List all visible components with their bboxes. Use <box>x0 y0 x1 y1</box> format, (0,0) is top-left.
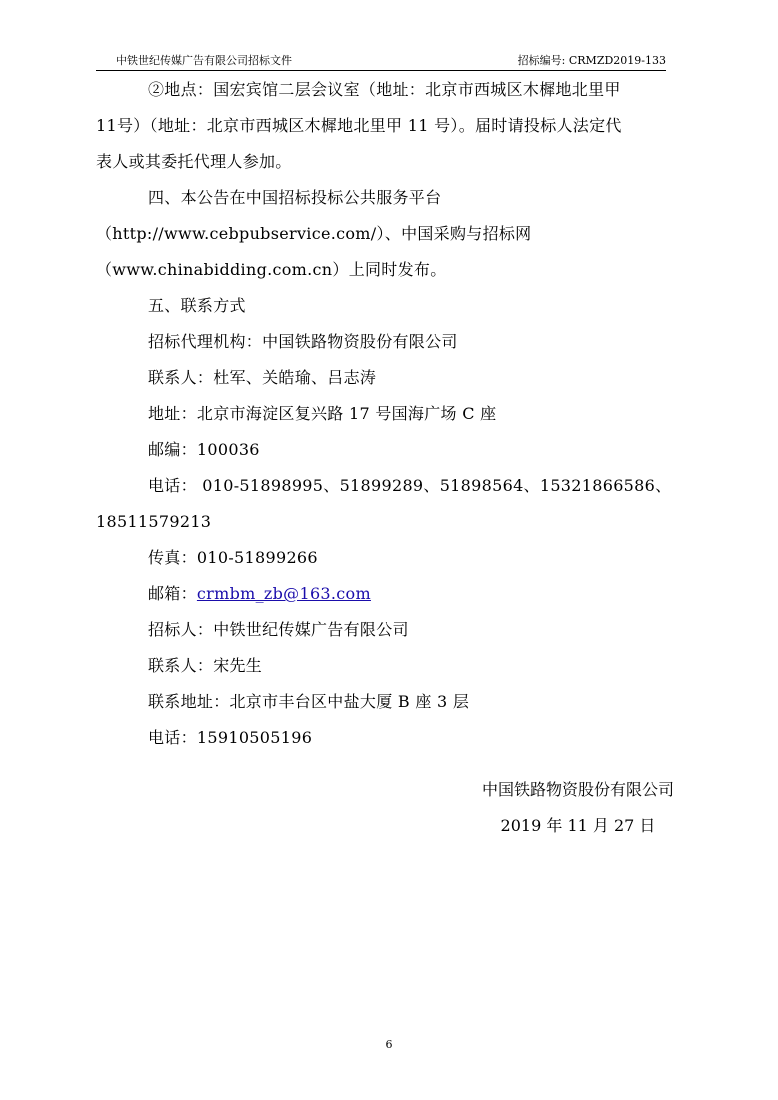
agency-postcode: 邮编：100036 <box>148 440 260 459</box>
tenderer-name: 招标人：中铁世纪传媒广告有限公司 <box>148 620 409 639</box>
paragraph-location-cont: 11号）（地址：北京市西城区木樨地北里甲 11 号）。届时请投标人法定代 <box>96 116 622 135</box>
signature-company: 中国铁路物资股份有限公司 <box>481 780 674 799</box>
agency-email-line <box>96 576 692 612</box>
document-body <box>96 72 692 756</box>
section-four-url-1: （http://www.cebpubservice.com/）、中国采购与招标网 <box>96 224 532 243</box>
tenderer-phone: 电话：15910505196 <box>148 728 313 747</box>
agency-phone-cont: 18511579213 <box>96 512 212 531</box>
signature-block <box>482 772 674 844</box>
agency-name: 招标代理机构：中国铁路物资股份有限公司 <box>148 332 458 351</box>
section-five-heading: 五、联系方式 <box>148 296 246 315</box>
tenderer-address: 联系地址：北京市丰台区中盐大厦 B 座 3 层 <box>148 692 470 711</box>
paragraph-location: ②地点：国宏宾馆二层会议室（地址：北京市西城区木樨地北里甲 <box>148 80 621 99</box>
agency-address: 地址：北京市海淀区复兴路 17 号国海广场 C 座 <box>148 404 497 423</box>
tenderer-contact: 联系人：宋先生 <box>148 656 263 675</box>
page-header <box>96 52 666 71</box>
email-link[interactable]: crmbm_zb@163.com <box>196 584 371 603</box>
section-four-url-2: （www.chinabidding.com.cn）上同时发布。 <box>96 260 447 279</box>
paragraph-location-cont2: 表人或其委托代理人参加。 <box>96 152 292 171</box>
page-number: 6 <box>385 1038 393 1051</box>
signature-date: 2019 年 11 月 27 日 <box>500 816 656 835</box>
agency-phone: 电话： 010-51898995、51899289、51898564、15321866586、 <box>148 476 672 495</box>
email-label: 邮箱： <box>148 584 197 603</box>
section-four-heading: 四、本公告在中国招标投标公共服务平台 <box>148 188 442 207</box>
agency-contacts: 联系人：杜军、关皓瑜、吕志涛 <box>148 368 377 387</box>
agency-fax: 传真：010-51899266 <box>148 548 318 567</box>
header-document-title: 中铁世纪传媒广告有限公司招标文件 <box>116 54 292 67</box>
header-tender-number: 招标编号: CRMZD2019-133 <box>517 54 666 67</box>
